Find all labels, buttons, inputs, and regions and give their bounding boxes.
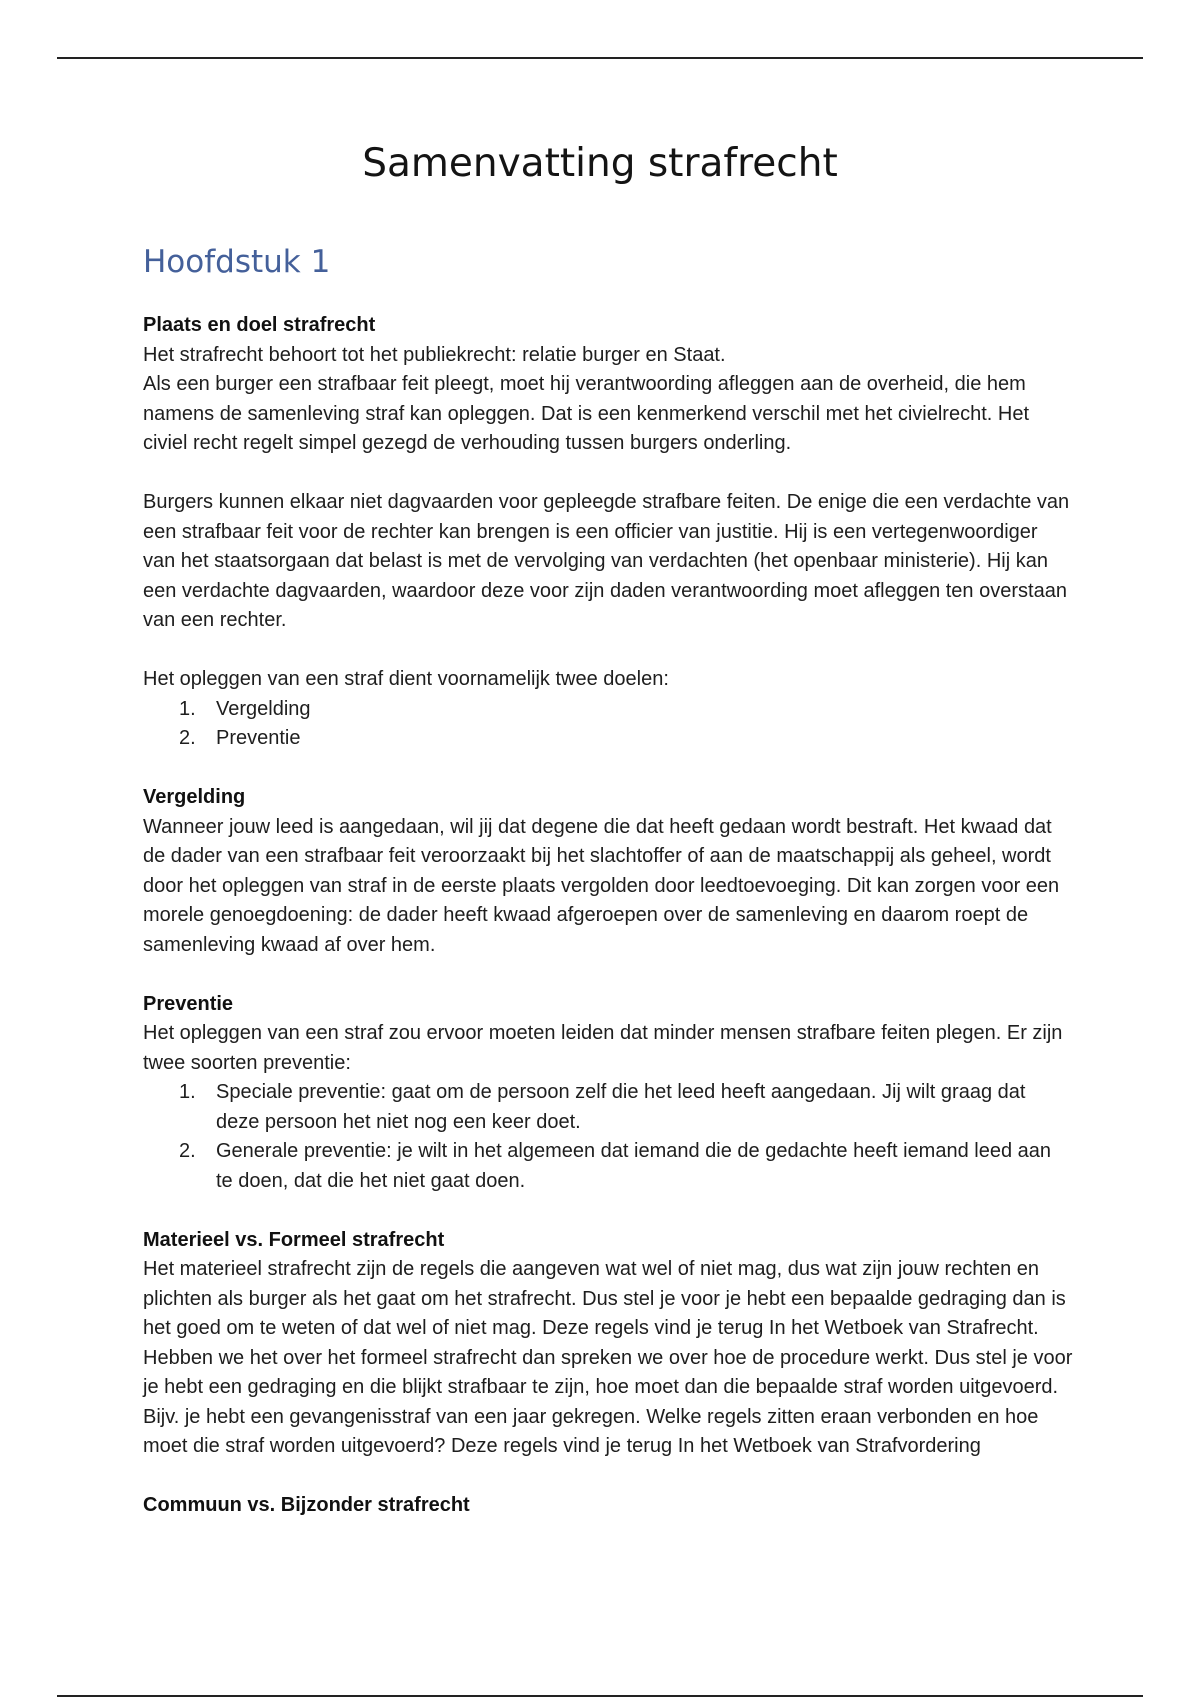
section-heading-materieel-formeel: Materieel vs. Formeel strafrecht: [143, 1228, 445, 1251]
list-item: [143, 1078, 1073, 1137]
paragraph: Burgers kunnen elkaar niet dagvaarden voor gepleegde strafbare feiten. De enige die een verdachte van een strafbaar feit voor de rechter kan brengen is een officier van justitie. Hij is een vertegenwoordiger van het staatsorgaan dat belast is met de vervolging van verdachten (het openbaar ministerie). Hij kan een verdachte dagvaarden, waardoor deze voor zijn daden verantwoording moet afleggen ten overstaan van een rechter.: [143, 491, 1070, 631]
spacer: [143, 1462, 1073, 1492]
list-item: [143, 695, 1073, 725]
paragraph: Als een burger een strafbaar feit pleegt, moet hij verantwoording afleggen aan de overheid, die hem namens de samenleving straf kan opleggen. Dat is een kenmerkend verschil met het civielrecht. Het civiel recht regelt simpel gezegd de verhouding tussen burgers onderling.: [143, 373, 1030, 454]
section-heading-commuun-bijzonder: Commuun vs. Bijzonder strafrecht: [143, 1494, 470, 1516]
document-body: [143, 311, 1073, 1521]
list-item-text: Generale preventie: je wilt in het algemeen dat iemand die de gedachte heeft iemand leed aan te doen, dat die het niet gaat doen.: [216, 1140, 1052, 1192]
section-heading-plaats-en-doel: Plaats en doel strafrecht: [143, 314, 376, 336]
list-number: 2.: [179, 727, 196, 749]
header-rule: [57, 57, 1143, 59]
list-item-text: Speciale preventie: gaat om de persoon zelf die het leed heeft aangedaan. Jij wilt graag dat deze persoon het niet nog een keer doet.: [216, 1081, 1026, 1133]
section-heading-vergelding: Vergelding: [143, 786, 246, 808]
list-item-text: Preventie: [216, 727, 301, 749]
spacer: [143, 960, 1073, 990]
list-item: [143, 724, 1073, 754]
list-number: 1.: [179, 1081, 196, 1103]
paragraph: Wanneer jouw leed is aangedaan, wil jij dat degene die dat heeft gedaan wordt bestraft. Het kwaad dat de dader van een strafbaar feit veroorzaakt bij het slachtoffer of aan de maatschappij als geheel, wordt door het opleggen van straf in de eerste plaats vergolden door leedtoevoeging. Dit kan zorgen voor een morele genoegdoening: de dader heeft kwaad afgeroepen over de samenleving en daarom roept de samenleving kwaad af over hem.: [143, 815, 1060, 956]
goals-list: [143, 695, 1073, 754]
footer-rule: [57, 1695, 1143, 1697]
document-title: Samenvatting strafrecht: [362, 141, 838, 186]
spacer: [143, 459, 1073, 489]
paragraph: Het strafrecht behoort tot het publiekrecht: relatie burger en Staat.: [143, 343, 726, 366]
list-item-text: Vergelding: [216, 697, 311, 720]
spacer: [143, 754, 1073, 784]
prevention-list: [143, 1078, 1073, 1196]
paragraph: Het materieel strafrecht zijn de regels die aangeven wat wel of niet mag, dus wat zijn jouw rechten en plichten als burger als het gaat om het strafrecht. Dus stel je voor je hebt een bepaalde gedraging dan is het goed om te weten of dat wel of niet mag. Deze regels vind je terug In het Wetboek van Strafrecht. Hebben we het over het formeel strafrecht dan spreken we over hoe de procedure werkt. Dus stel je voor je hebt een gedraging en die blijkt strafbaar te zijn, hoe moet dan die bepaalde straf worden uitgevoerd. Bijv. je hebt een gevangenisstraf van een jaar gekregen. Welke regels zitten eraan verbonden en hoe moet die straf worden uitgevoerd? Deze regels vind je terug In het Wetboek van Strafvordering: [143, 1258, 1073, 1457]
paragraph: Het opleggen van een straf zou ervoor moeten leiden dat minder mensen strafbare feiten plegen. Er zijn twee soorten preventie:: [143, 1022, 1063, 1074]
list-item: [143, 1137, 1073, 1196]
list-number: 2.: [179, 1140, 196, 1162]
section-heading-preventie: Preventie: [143, 992, 234, 1015]
paragraph: Het opleggen van een straf dient voornamelijk twee doelen:: [143, 668, 669, 690]
chapter-heading: Hoofdstuk 1: [143, 244, 331, 280]
spacer: [143, 1196, 1073, 1226]
spacer: [143, 636, 1073, 666]
list-number: 1.: [179, 697, 196, 720]
